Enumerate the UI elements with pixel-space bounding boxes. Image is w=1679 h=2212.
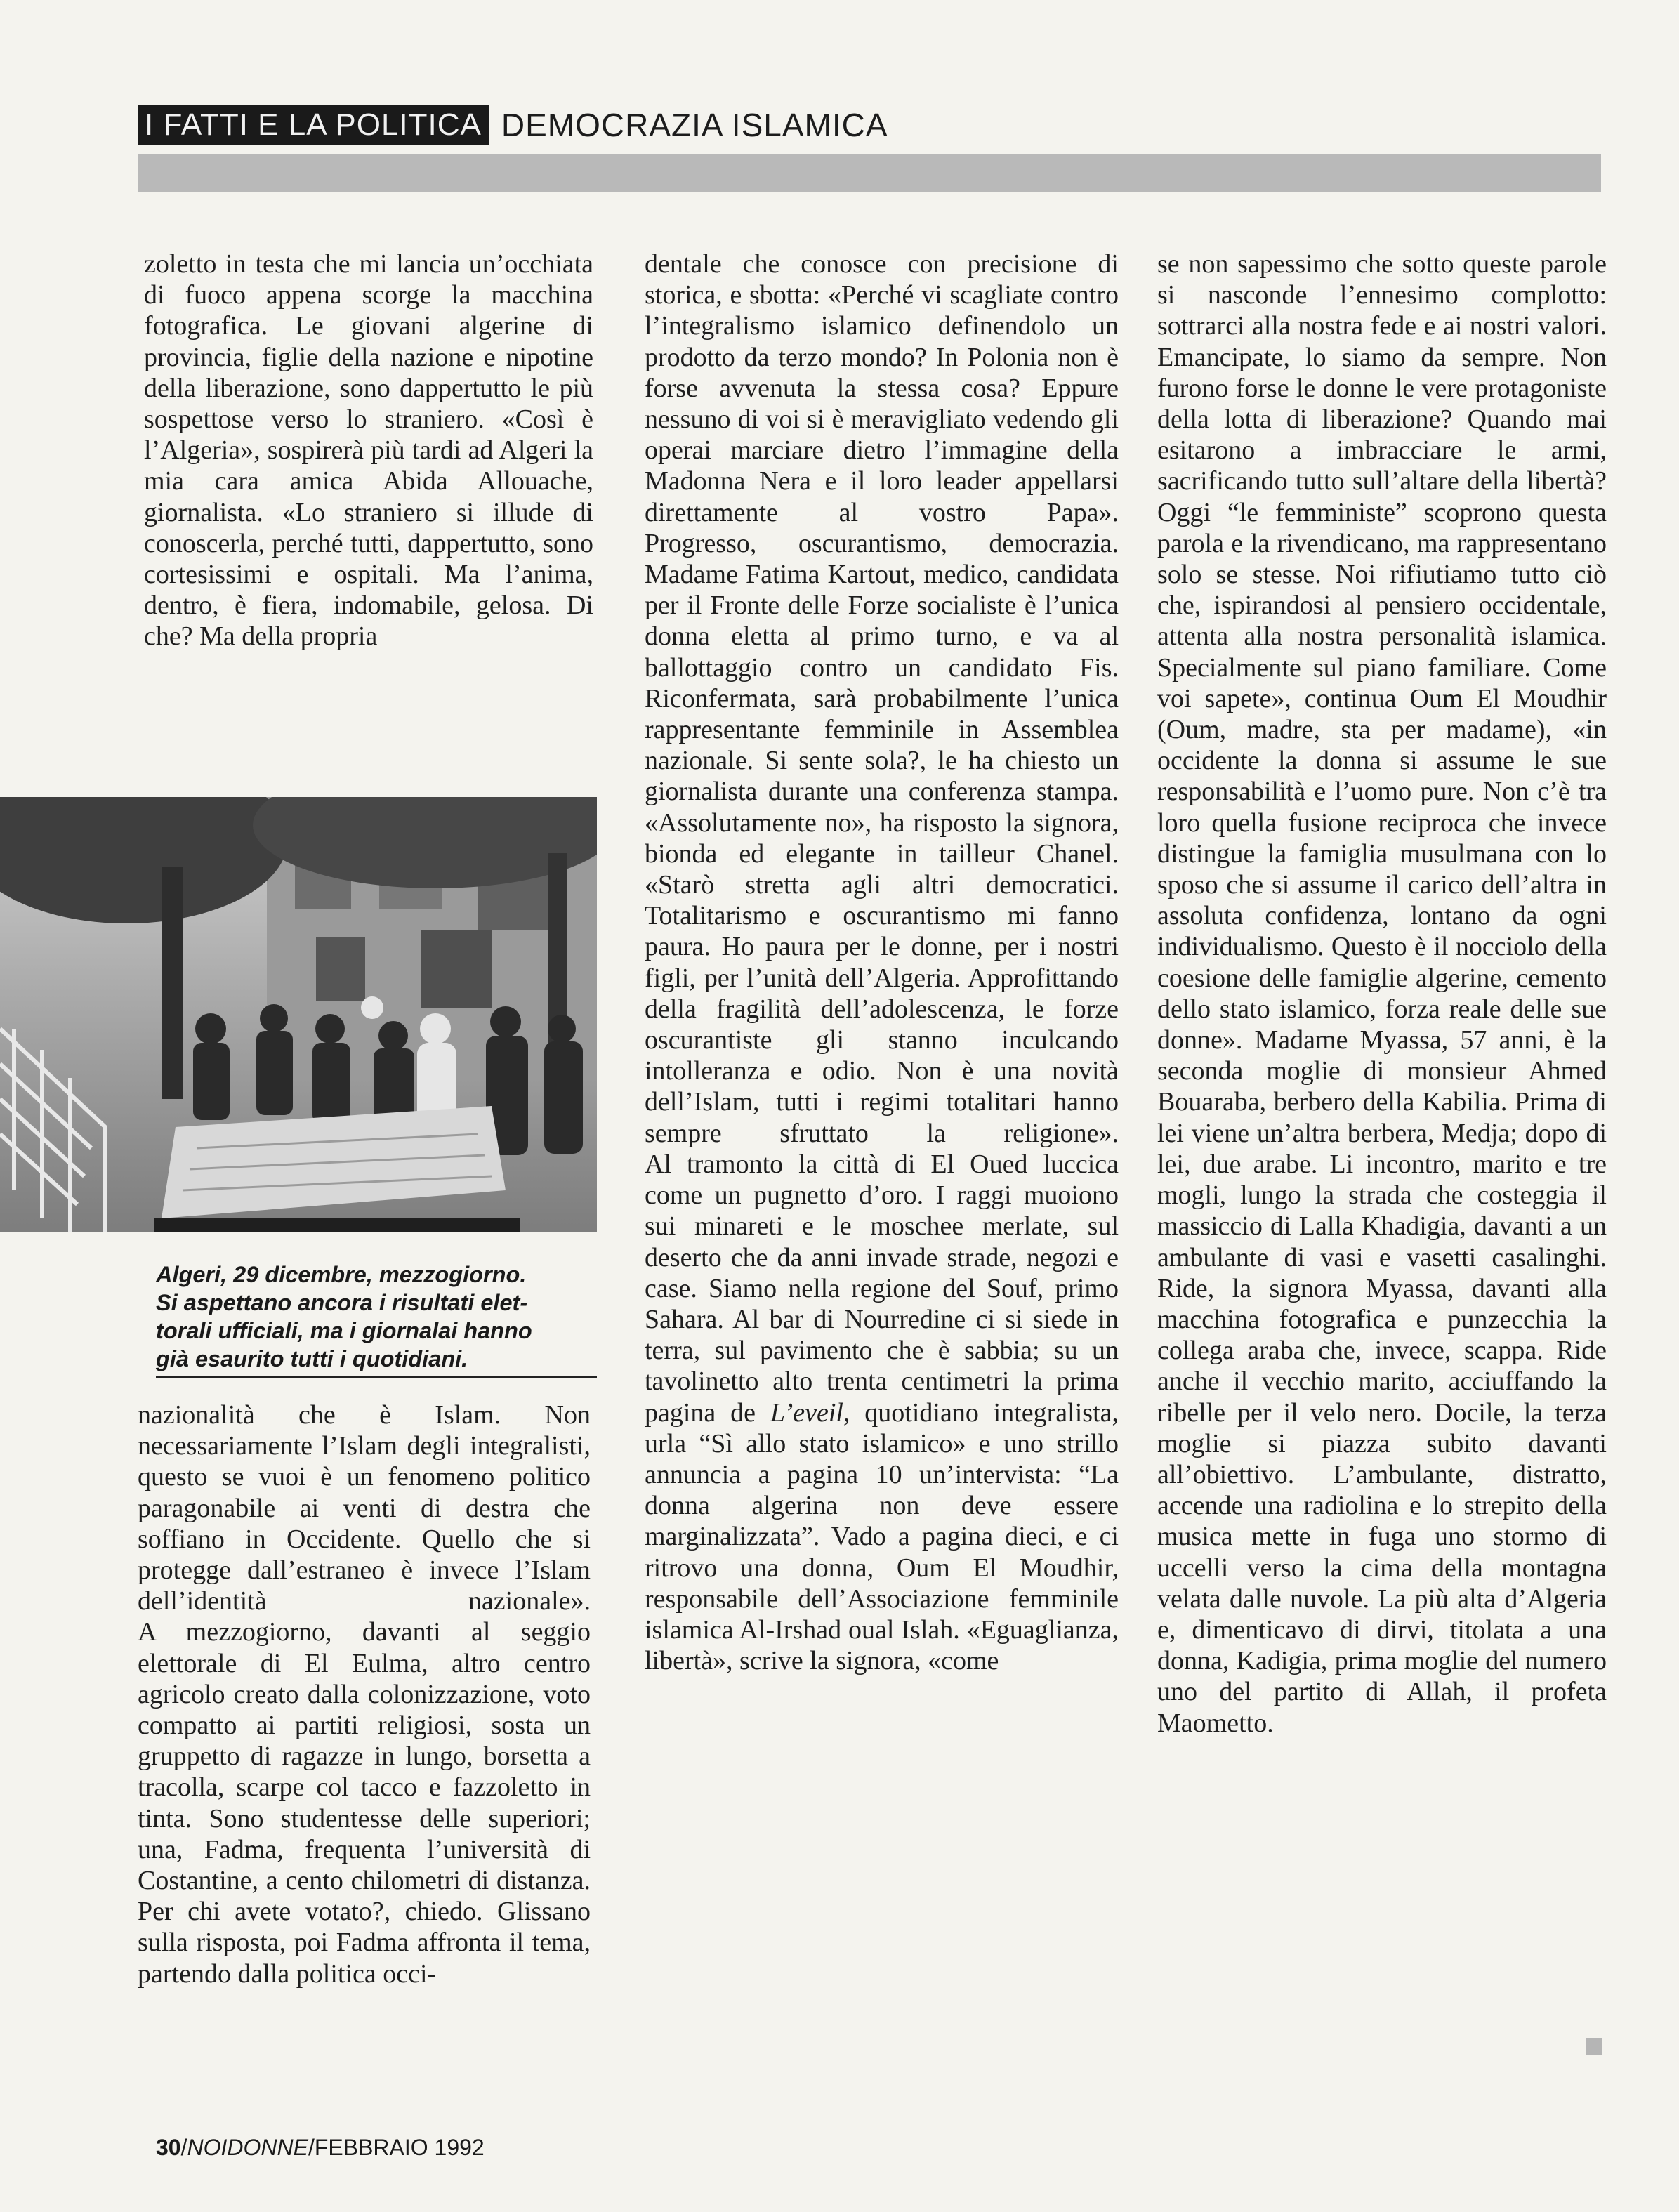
section-label: I FATTI E LA POLITICA — [138, 105, 489, 145]
column-3 — [1157, 249, 1607, 1739]
paragraph: se non sapessimo che sotto queste parole si nasconde l’ennesimo complotto: sottrarci alla nostra fede e ai nostri valori. Emancipate, lo siamo da sempre. Non furono forse le donne le vere protagoniste della lotta di liberazione? Quando mai esitarono a imbracciare le armi, sacrificando tutto sull’altare della libertà? Oggi “le femministe” scoprono questa parola e la rivendicano, ma rappresentano solo se stesse. Noi rifiutiamo tutto ciò che, ispirandosi al pensiero occidentale, attenta alla nostra personalità islamica. Specialmente sul piano familiare. Come voi sapete», continua Oum El Moudhir (Oum, madre, sta per madame), «in occidente la donna si assume le sue responsabilità e l’uomo pure. Non c’è tra loro quella fusione reciproca che invece distingue la famiglia musulmana con lo sposo che si assume il carico dell’altra in assoluta confidenza, lontano da ogni individualismo. Questo è il nocciolo della coesione delle famiglie algerine, cemento dello stato islamico, forza reale delle sue donne». Madame Myassa, 57 anni, è la seconda moglie di monsieur Ahmed Bouaraba, berbero della Kabilia. Prima di lei viene un’altra berbera, Medja; dopo di lei, due arabe. Li incontro, marito e tre mogli, lungo la strada che costeggia il massiccio di Lalla Khadigia, davanti a un ambulante di vasi e vasetti casalinghi. Ride, la signora Myassa, davanti alla macchina fotografica e punzecchia la collega araba che, invece, scappa. Ride anche il vecchio marito, acciuffando la ribelle per il velo nero. Docile, la terza moglie si piazza subito davanti all’obiettivo. L’ambulante, distratto, accende una radiolina e lo strepito della musica mette in fuga uno stormo di uccelli verso la cima della montagna velata dalle nuvole. La più alta d’Algeria e, dimenticavo di dirvi, titolata a una donna, Kadigia, prima moglie del numero uno del partito di Allah, il profeta Maometto. — [1157, 249, 1607, 1738]
paragraph: A mezzogiorno, davanti al seggio elettorale di El Eulma, altro centro agricolo creato dalla colonizzazione, voto compatto ai partiti religiosi, sosta un gruppetto di ragazze in lungo, borsetta a tracolla, scarpe col tacco e fazzoletto in tinta. Sono studentesse delle superiori; una, Fadma, frequenta l’università di Costantine, a cento chilometri di distanza. Per chi avete votato?, chiedo. Glissano sulla risposta, poi Fadma affronta il tema, partendo dalla politica occi- — [138, 1617, 591, 1989]
end-of-article-mark — [1586, 2038, 1602, 2055]
paragraph-text: , quotidiano integralista, urla “Sì allo stato islamico» e uno strillo annuncia a pagina 10 un’intervista: “La donna algerina non deve essere marginalizzata”. Vado a pagina dieci, e ci ritrovo una donna, Oum El Moudhir, responsabile dell’Associazione femminile islamica Al-Irshad oual Islah. «Eguaglianza, libertà», scrive la signora, «come — [645, 1397, 1119, 1676]
issue-date: FEBBRAIO 1992 — [314, 2135, 485, 2160]
caption-line: già esaurito tutti i quotidiani. — [156, 1346, 468, 1371]
caption-line: torali ufficiali, ma i giornalai hanno — [156, 1318, 532, 1343]
section-title: DEMOCRAZIA ISLAMICA — [501, 107, 888, 143]
paragraph: zoletto in testa che mi lancia un’occhiata di fuoco appena scorge la macchina fotografica. Le giovani algerine di provincia, figlie della nazione e nipotine della liberazione, sono dappertutto le più sospettose verso lo straniero. «Così è l’Algeria», sospirerà più tardi ad Algeri la mia cara amica Abida Allouache, giornalista. «Lo straniero si illude di conoscerla, perché tutti, dappertutto, sono cortesissimi e ospitali. Ma l’anima, dentro, è fiera, indomabile, gelosa. Di che? Ma della propria — [144, 249, 593, 652]
paragraph: Progresso, oscurantismo, democrazia. Madame Fatima Kartout, medico, candidata per il Fronte delle Forze socialiste è l’unica donna eletta al primo turno, e va al ballottaggio contro un candidato Fis. Riconfermata, sarà probabilmente l’unica rappresentante femminile in Assemblea nazionale. Si sente sola?, le ha chiesto un giornalista durante una conferenza stampa. «Assolutamente no», ha risposto la signora, bionda ed elegante in tailleur Chanel. «Starò stretta agli altri democratici. Totalitarismo e oscurantismo mi fanno paura. Ho paura per le donne, per i nostri figli, per l’unità dell’Algeria. Approfittando della fragilità dell’adolescenza, le forze oscurantiste gli stanno inculcando intolleranza e odio. Non è una novità dell’Islam, tutti i regimi totalitari hanno sempre sfruttato la religione». — [645, 528, 1119, 1148]
paragraph: nazionalità che è Islam. Non necessariamente l’Islam degli integralisti, questo se vuoi è un fenomeno politico paragonabile ai venti di destra che soffiano in Occidente. Quello che si protegge dall’estraneo è invece l’Islam dell’identità nazionale». — [138, 1400, 591, 1617]
magazine-name: NOIDONNE — [187, 2135, 308, 2160]
page-number: 30 — [156, 2135, 181, 2160]
header-gray-bar — [138, 154, 1601, 192]
news-photo — [0, 797, 597, 1232]
column-2 — [645, 249, 1119, 1676]
caption-line: Si aspettano ancora i risultati elet- — [156, 1290, 528, 1315]
paragraph: dentale che conosce con precisione di storica, e sbotta: «Perché vi scagliate contro l’integralismo islamico definendolo un prodotto da terzo mondo? In Polonia non è forse avvenuta la stessa cosa? Eppure nessuno di voi si è meravigliato vedendo gli operai marciare dietro l’immagine della Madonna Nera e il loro leader appellarsi direttamente al vostro Papa». — [645, 249, 1119, 527]
street-market-photo — [0, 797, 597, 1232]
photo-caption — [156, 1260, 597, 1378]
paragraph-text: Al tramonto la città di El Oued luccica come un pugnetto d’oro. I raggi muoiono sui minareti e le moschee merlate, sul deserto che da anni invade strade, negozi e case. Siamo nella regione del Souf, primo Sahara. Al bar di Nourredine ci si siede in terra, sul pavimento che è sabbia; su un tavolinetto alto trenta centimetri la prima pagina de — [645, 1149, 1119, 1428]
column-1-bottom — [138, 1400, 591, 1989]
column-1-top — [144, 249, 593, 652]
page-footer: 30/NOIDONNE/FEBBRAIO 1992 — [156, 2135, 485, 2160]
paragraph — [645, 1149, 1119, 1676]
page-header — [138, 103, 888, 147]
newspaper-title: L’eveil — [770, 1397, 843, 1428]
caption-line: Algeri, 29 dicembre, mezzogiorno. — [156, 1262, 527, 1287]
